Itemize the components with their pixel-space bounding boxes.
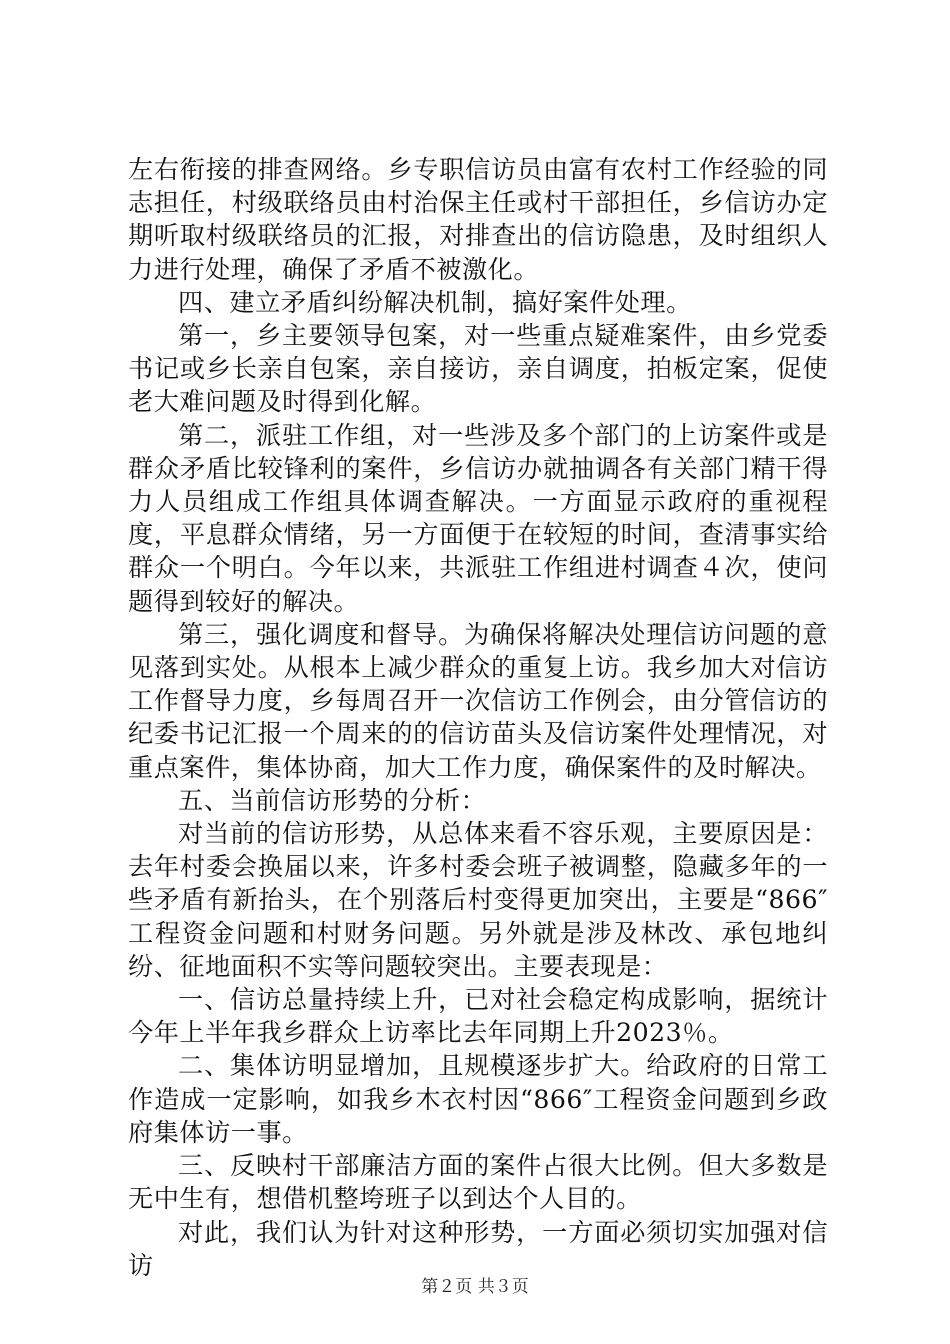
paragraph: 第三，强化调度和督导。为确保将解决处理信访问题的意见落到实处。从根本上减少群众的重复上访。我乡加大对信访工作督导力度，乡每周召开一次信访工作例会，由分管信访的纪委书记汇报一个周来的的信访苗头及信访案件处理情况，对重点案件，集体协商，加大工作力度，确保案件的及时解决。 [128,619,828,782]
section-heading: 五、当前信访形势的分析： [178,785,487,815]
paragraph: 第二，派驻工作组，对一些涉及多个部门的上访案件或是群众矛盾比较锋利的案件，乡信访办就抽调各有关部门精干得力人员组成工作组具体调查解决。一方面显示政府的重视程度，平息群众情绪，另一方面便于在较短的时间，查清事实给群众一个明白。今年以来，共派驻工作组进村调查４次，使问题得到较好的解决。 [128,420,828,616]
paragraph: 第一，乡主要领导包案，对一些重点疑难案件，由乡党委书记或乡长亲自包案，亲自接访，亲自调度，拍板定案，促使老大难问题及时得到化解。 [128,321,828,417]
section-heading: 四、建立矛盾纠纷解决机制，搞好案件处理。 [178,287,692,317]
paragraph: 左右衔接的排查网络。乡专职信访员由富有农村工作经验的同志担任，村级联络员由村治保主任或村干部担任，乡信访办定期听取村级联络员的汇报，对排查出的信访隐患，及时组织人力进行处理，确保了矛盾不被激化。 [128,155,828,284]
paragraph: 三、反映村干部廉洁方面的案件占很大比例。但大多数是无中生有，想借机整垮班子以到达个人目的。 [128,1151,828,1214]
page-number-footer: 第２页 共３页 [421,1277,529,1297]
paragraph: 对此，我们认为针对这种形势，一方面必须切实加强对信访 [128,1217,828,1280]
paragraph: 二、集体访明显增加，且规模逐步扩大。给政府的日常工作造成一定影响，如我乡木衣村因“866″工程资金问题到乡政府集体访一事。 [128,1051,828,1147]
document-body [128,153,828,1282]
paragraph: 对当前的信访形势，从总体来看不容乐观，主要原因是：去年村委会换届以来，许多村委会班子被调整，隐藏多年的一些矛盾有新抬头，在个别落后村变得更加突出，主要是“866″工程资金问题和村财务问题。另外就是涉及林改、承包地纠纷、征地面积不实等问题较突出。主要表现是： [128,819,828,981]
paragraph: 一、信访总量持续上升，已对社会稳定构成影响，据统计今年上半年我乡群众上访率比去年同期上升2023％。 [128,985,828,1048]
